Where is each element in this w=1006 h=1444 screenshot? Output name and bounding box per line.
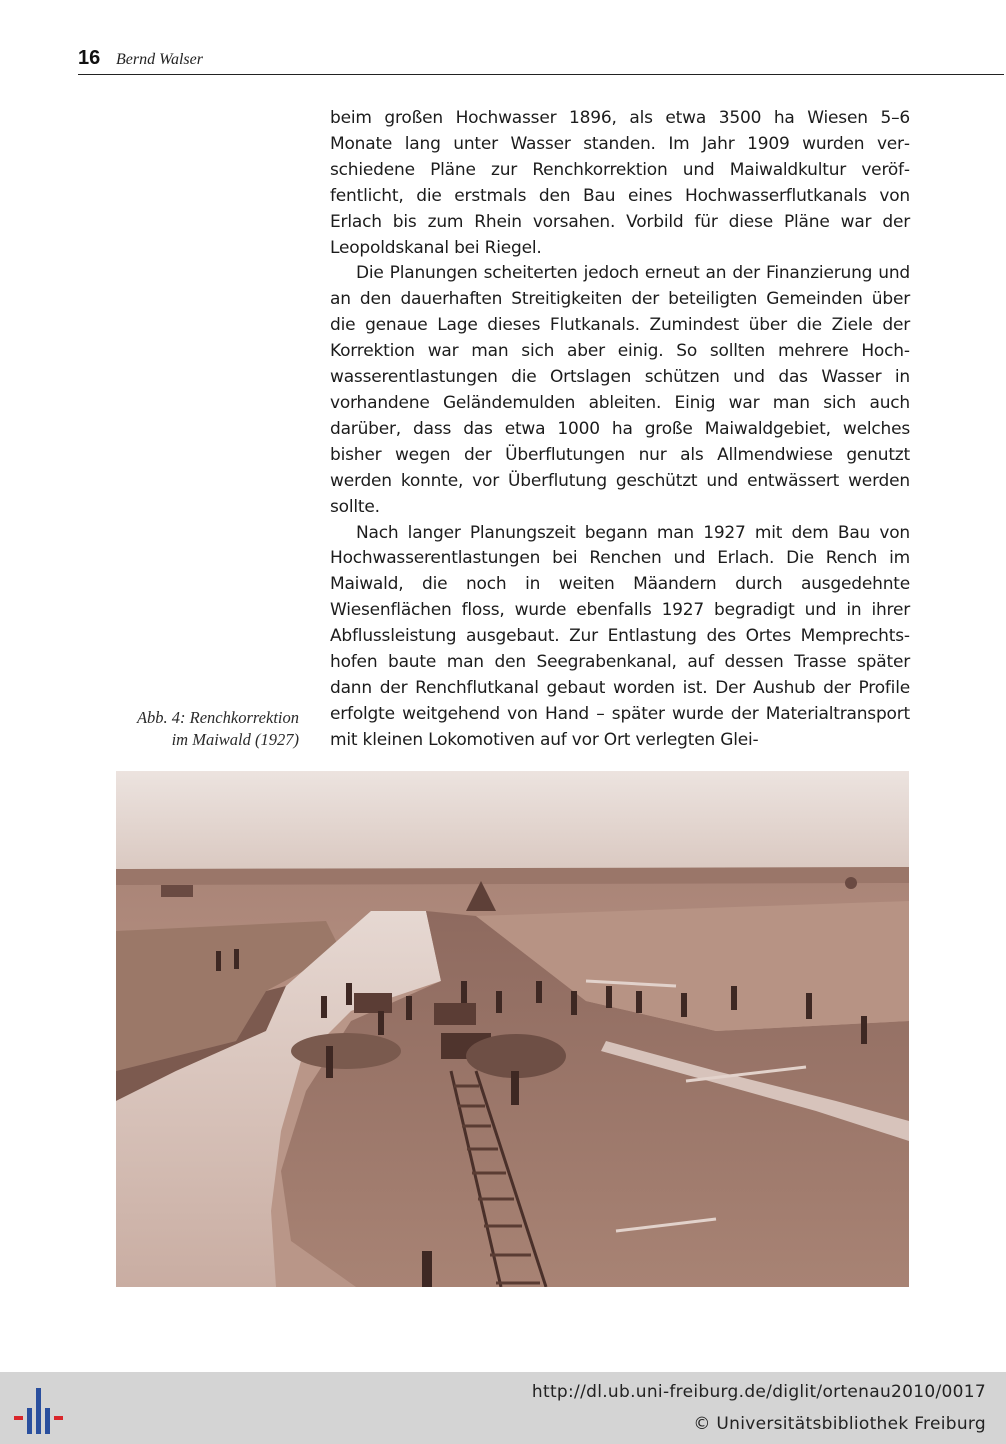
caption-line: Abb. 4: Renchkorrektion (136, 708, 299, 727)
library-logo-icon (12, 1382, 68, 1438)
running-author: Bernd Walser (116, 51, 203, 68)
running-header (78, 44, 1004, 75)
photo-illustration (116, 771, 909, 1287)
paragraph: Die Planungen scheiterten jedoch erneut an der Finanzierung und an den dauerhaften Streitigkeiten der beteiligten Gemeinden über die genaue Lage dieses Flutkanals. Zumindest über die Ziele der Korrektion war man sich aber einig. So sollten mehrere Hochwasserentlastungen die Ortslagen schützen und das Wasser in vorhandene Geländemulden ableiten. Einig war man sich auch darüber, dass das etwa 1000 ha große Maiwaldgebiet, welches bisher wegen der Überflutungen nur als Allmendwiese genutzt werden konnte, vor Überflutung geschützt und entwässert werden sollte. (330, 263, 910, 517)
paragraph: beim großen Hochwasser 1896, als etwa 3500 ha Wiesen 5–6 Monate lang unter Wasser standen. Im Jahr 1909 wurden verschiedene Pläne zur Renchkorrektion und Maiwaldkultur veröffentlicht, die erstmals den Bau eines Hochwasserflutkanals von Erlach bis zum Rhein vorsahen. Vorbild für diese Pläne war der Leopoldskanal bei Riegel. (330, 108, 910, 258)
footer-url-link[interactable]: http://dl.ub.uni-freiburg.de/diglit/ortenau2010/0017 (531, 1382, 986, 1402)
footer-bar (0, 1372, 1006, 1444)
historic-photo (116, 771, 909, 1287)
caption-line: im Maiwald (1927) (171, 730, 299, 749)
body-text (330, 106, 910, 754)
figure-caption (100, 707, 299, 751)
footer-copyright: © Universitätsbibliothek Freiburg (693, 1414, 986, 1434)
paragraph: Nach langer Planungszeit begann man 1927 mit dem Bau von Hochwasserentlastungen bei Renchen und Erlach. Die Rench im Maiwald, die noch in weiten Mäandern durch ausgedehnte Wiesenflächen floss, wurde ebenfalls 1927 begradigt und in ihrer Abflussleistung ausgebaut. Zur Entlastung des Ortes Memprechtshofen baute man den Seegrabenkanal, auf dessen Trasse später dann der Renchflutkanal gebaut worden ist. Der Aushub der Profile erfolgte weitgehend von Hand – später wurde der Materialtransport mit kleinen Lokomotiven auf vor Ort verlegten Glei- (330, 522, 910, 750)
page-number: 16 (78, 47, 101, 69)
